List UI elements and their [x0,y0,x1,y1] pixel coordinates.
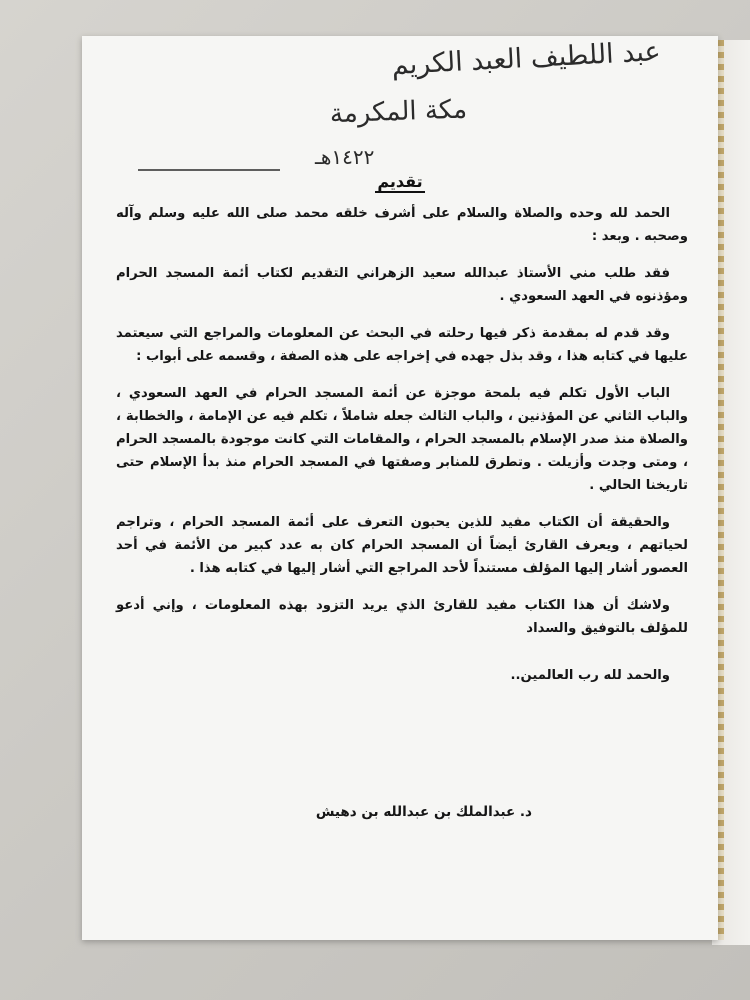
signer-name: د. عبدالملك بن عبدالله بن دهيش [315,804,532,820]
paragraph-recommendation: ولاشك أن هذا الكتاب مفيد للقارئ الذي يريد التزود بهذه المعلومات ، وإني أدعو للمؤلف بالتوفيق والسداد [116,598,688,636]
heading-text: تقديم [377,172,423,191]
handwritten-line-name: عبد اللطيف العبد الكريم [390,36,662,82]
body-text [116,202,688,701]
handwritten-line-date: ١٤٢٢هـ [315,145,375,169]
paragraph-value: والحقيقة أن الكتاب مفيد للذين يحبون التعرف على أئمة المسجد الحرام ، وتراجم لحياتهم ، ويعرف القارئ أيضاً أن المسجد الحرام كان به عدد كبير من الأئمة في أحد العصور أشار إليها المؤلف مستنداً لأحد المراجع التي أشار إليها في كتابه هذا . [116,515,688,576]
heading [82,172,718,191]
paragraph-chapters: الباب الأول تكلم فيه بلمحة موجزة عن أئمة المسجد الحرام في العهد السعودي ، والباب الثاني عن المؤذنين ، والباب الثالث جعله شاملاً ، تكلم فيه عن الإمامة ، والخطابة ، والصلاة منذ صدر الإسلام بالمسجد الحرام ، والمقامات التي كانت موجودة بالمسجد الحرام ، ومتى وجدت وأزيلت . وتطرق للمنابر وصفتها في المسجد الحرام منذ بدأ الإسلام حتى تاريخنا الحالي . [116,386,688,493]
paragraph-closing: والحمد لله رب العالمين.. [510,668,670,683]
paragraph-opening: الحمد لله وحده والصلاة والسلام على أشرف خلقه محمد صلى الله عليه وسلم وآله وصحبه . وبعد : [116,206,688,244]
handwritten-inscription [130,36,662,176]
book-page [82,36,718,940]
paragraph-request: فقد طلب مني الأستاذ عبدالله سعيد الزهراني التقديم لكتاب أئمة المسجد الحرام ومؤذنوه في العهد السعودي . [116,266,688,304]
paragraph-author-intro: وقد قدم له بمقدمة ذكر فيها رحلته في البحث عن المعلومات والمراجع التي سيعتمد عليها في كتابه هذا ، وقد بذل جهده في إخراجه على هذه الصفة ، وقسمه على أبواب : [116,326,688,364]
handwritten-line-city: مكة المكرمة [329,94,468,130]
